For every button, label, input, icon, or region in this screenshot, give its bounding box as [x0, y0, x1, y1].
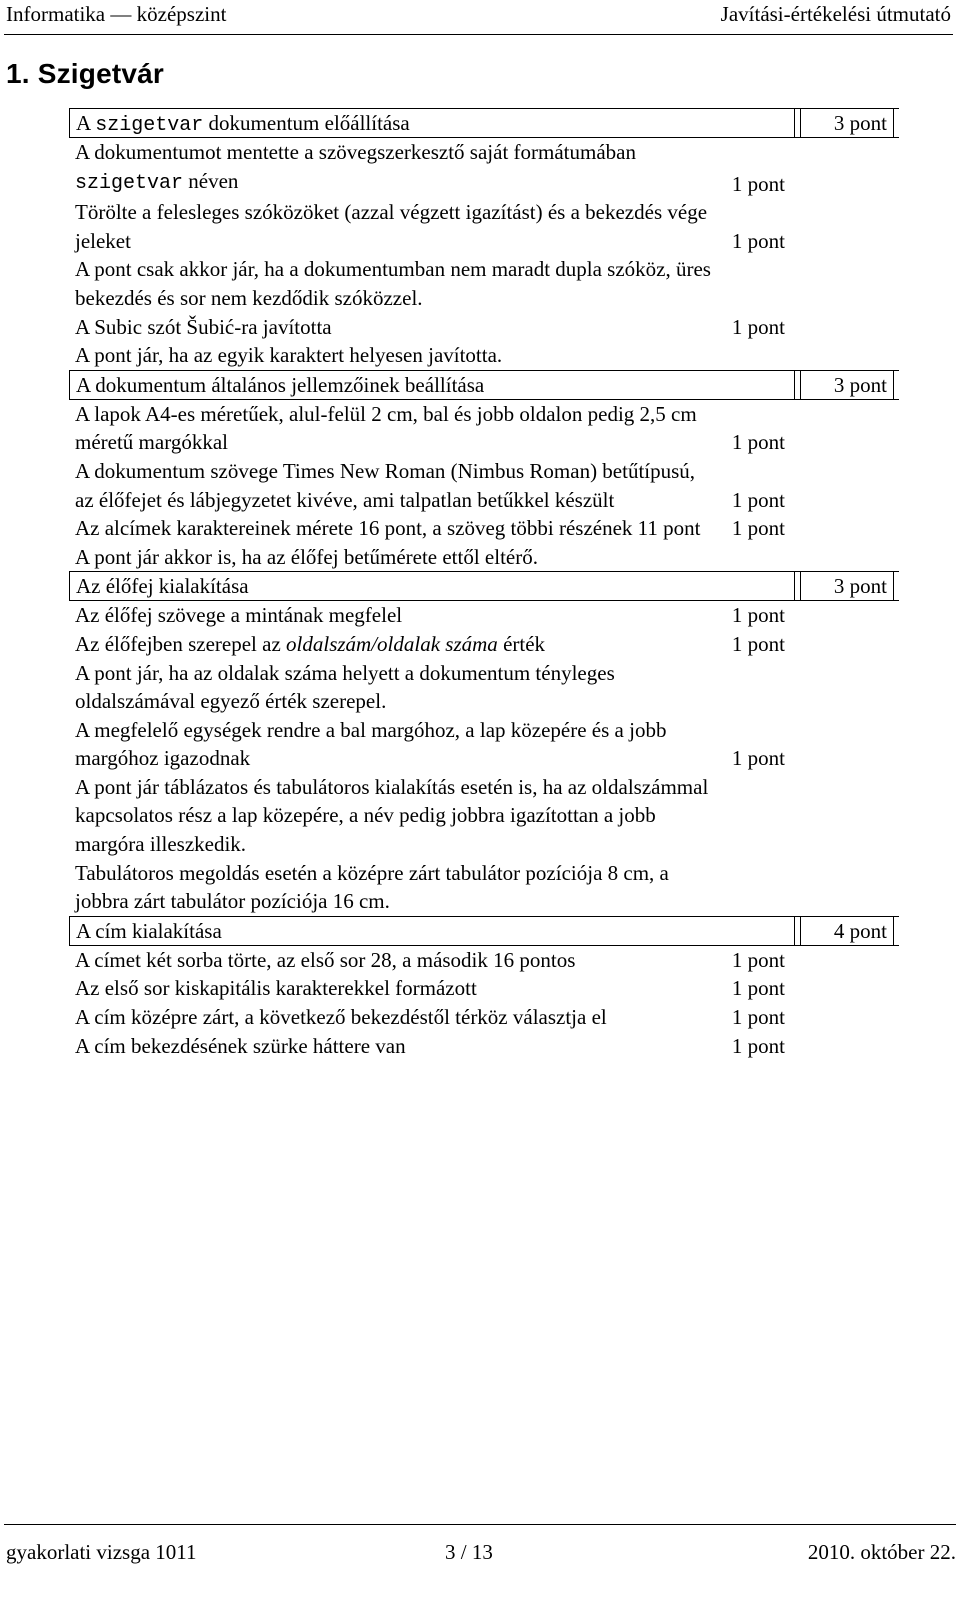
criterion-points: 1 pont [731, 1033, 785, 1058]
criterion-points: 1 pont [731, 976, 785, 1001]
criterion-text: A lapok A4-es méretűek, alul-felül 2 cm, bal és jobb oldalon pedig 2,5 cm méretű margókkal [75, 401, 697, 455]
criterion-points: 1 pont [731, 430, 785, 455]
section-heading: A cím kialakítása [69, 917, 795, 945]
criterion-text: A dokumentum szövege Times New Roman (Nimbus Roman) betűtípusú, az élőfejet és lábjegyzetet kivéve, ami talpatlan betűkkel készült [75, 458, 696, 512]
criterion-row [69, 400, 899, 457]
section-title-layout [69, 916, 899, 1060]
section-heading-row [69, 108, 899, 138]
criterion-row [69, 514, 899, 543]
section-general-settings [69, 370, 899, 572]
criterion-points: 1 pont [731, 314, 785, 339]
criterion-text: A cím középre zárt, a következő bekezdéstől térköz választja el [75, 1005, 607, 1030]
criterion-text: Törölte a felesleges szóközöket (azzal végzett igazítást) és a bekezdés vége jeleket [75, 200, 708, 253]
page-header [0, 0, 953, 38]
criterion-row [69, 974, 899, 1003]
section-points: 4 pont [800, 917, 894, 945]
footer-rule [4, 1524, 956, 1525]
criterion-text [69, 138, 715, 198]
page-title: 1. Szigetvár [6, 58, 165, 89]
criterion-text: A cím bekezdésének szürke háttere van [75, 1033, 406, 1058]
section-heading: A dokumentum általános jellemzőinek beállítása [69, 371, 795, 399]
criterion-row [69, 946, 899, 975]
header-left: Informatika — középszint [6, 2, 227, 26]
section-heading-row [69, 370, 899, 400]
criterion-points: 1 pont [731, 603, 785, 628]
header-right: Javítási-értékelési útmutató [720, 2, 951, 26]
criterion-row [69, 138, 899, 198]
footer-page-number: 3 / 13 [445, 1540, 493, 1564]
criterion-italic: oldalszám/oldalak száma [286, 631, 498, 656]
criterion-text: A Subic szót Šubić-ra javította [75, 314, 332, 339]
note-text: A pont csak akkor jár, ha a dokumentumban nem maradt dupla szóköz, üres bekezdés és sor nem kezdődik szóközzel. [75, 257, 711, 310]
criterion-row [69, 313, 899, 342]
criterion-text: Az első sor kiskapitális karakterekkel formázott [75, 976, 477, 1001]
criterion-row [69, 630, 899, 659]
criterion-note [69, 341, 899, 370]
section-header-layout [69, 571, 899, 916]
criterion-points: 1 pont [731, 171, 785, 196]
criterion-text: Az élőfej szövege a mintának megfelel [75, 603, 403, 628]
criterion-text [69, 630, 715, 659]
section-document-creation [69, 108, 899, 370]
note-text: Tabulátoros megoldás esetén a középre zárt tabulátor pozíciója 8 cm, a jobbra zárt tabulátor pozíciója 16 cm. [75, 860, 669, 914]
criterion-note [69, 773, 899, 859]
criterion-note [69, 255, 899, 312]
criterion-note [69, 659, 899, 716]
criterion-text-main: A dokumentumot mentette a szövegszerkesztő saját formátumában [75, 140, 636, 164]
note-text: A pont jár, ha az oldalak száma helyett a dokumentum tényleges oldalszámával egyező érték szerepel. [75, 660, 615, 714]
criterion-text: Az alcímek karaktereinek mérete 16 pont, a szöveg többi részének 11 pont [75, 516, 701, 541]
footer-exam-code: gyakorlati vizsga 1011 [6, 1540, 197, 1564]
note-text: A pont jár, ha az egyik karaktert helyesen javította. [75, 343, 503, 368]
criterion-row [69, 198, 899, 255]
criterion-points: 1 pont [731, 947, 785, 972]
criterion-text: A címet két sorba törte, az első sor 28, a második 16 pontos [75, 947, 576, 972]
page-footer [0, 1524, 960, 1601]
criterion-points: 1 pont [731, 746, 785, 771]
section-points: 3 pont [800, 371, 894, 399]
section-heading-row [69, 916, 899, 946]
criterion-row [69, 457, 899, 514]
section-points: 3 pont [800, 109, 894, 137]
criterion-points: 1 pont [731, 228, 785, 253]
heading-text: A [76, 111, 96, 135]
note-text: A pont jár táblázatos és tabulátoros kialakítás esetén is, ha az oldalszámmal kapcsolatos rész a lap közepére, a név pedig jobbra igazítottan a jobb margóra illeszkedik. [75, 774, 709, 857]
criterion-row [69, 1003, 899, 1032]
section-points: 3 pont [800, 572, 894, 600]
criterion-text-end: érték [497, 631, 546, 656]
criterion-row [69, 716, 899, 773]
heading-text-end: dokumentum előállítása [203, 111, 410, 135]
criterion-text-main: Az élőfejben szerepel az [75, 631, 287, 656]
heading-filename: szigetvar [95, 114, 204, 137]
criterion-note [69, 543, 899, 572]
header-rule [4, 34, 953, 35]
criterion-row [69, 601, 899, 630]
criterion-text-end: néven [183, 168, 239, 193]
section-heading: Az élőfej kialakítása [69, 572, 795, 600]
criterion-points: 1 pont [731, 516, 785, 541]
criterion-filename: szigetvar [75, 171, 184, 195]
criterion-points: 1 pont [731, 631, 785, 656]
note-text: A pont jár akkor is, ha az élőfej betűmérete ettől eltérő. [75, 544, 538, 569]
section-heading-row [69, 571, 899, 601]
criterion-points: 1 pont [731, 1005, 785, 1030]
scoring-body [69, 108, 899, 1060]
criterion-note [69, 859, 899, 916]
footer-date: 2010. október 22. [807, 1540, 956, 1564]
criterion-row [69, 1032, 899, 1061]
criterion-points: 1 pont [731, 487, 785, 512]
criterion-text: A megfelelő egységek rendre a bal margóhoz, a lap közepére és a jobb margóhoz igazodnak [75, 717, 667, 771]
section-heading [69, 109, 795, 137]
